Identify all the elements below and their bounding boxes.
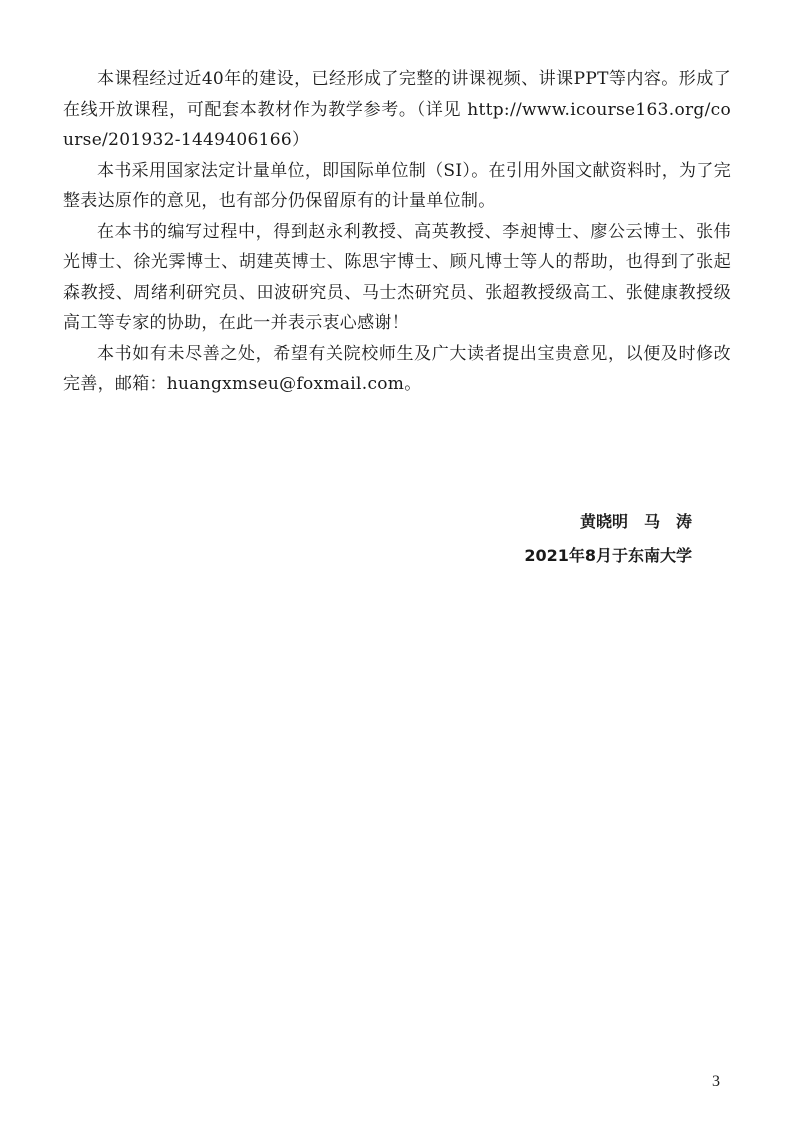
date-place: 2021年8月于东南大学 [524, 546, 692, 565]
paragraph-acknowledgements: 在本书的编写过程中，得到赵永利教授、高英教授、李昶博士、廖公云博士、张伟光博士、徐光霁博士、胡建英博士、陈思宇博士、顾凡博士等人的帮助，也得到了张起森教授、周绪利研究员、田波研究员、马士杰研究员、张超教授级高工、张健康教授级高工等专家的协助，在此一并表示衷心感谢！ [63, 221, 731, 333]
paragraph-feedback: 本书如有未尽善之处，希望有关院校师生及广大读者提出宝贵意见，以便及时修改完善，邮箱：huangxmseu@foxmail.com。 [63, 343, 731, 394]
paragraph-units: 本书采用国家法定计量单位，即国际单位制（SI）。在引用外国文献资料时，为了完整表达原作的意见，也有部分仍保留原有的计量单位制。 [63, 160, 731, 211]
preface-body [63, 64, 731, 400]
author-names: 黄晓明 马 涛 [579, 512, 692, 531]
signature-block [524, 505, 692, 573]
paragraph-course-resources: 本课程经过近40年的建设，已经形成了完整的讲课视频、讲课PPT等内容。形成了在线开放课程，可配套本教材作为教学参考。（详见 http://www.icourse163.org/course/201932-1449406166） [63, 69, 731, 150]
page-number: 3 [712, 1073, 720, 1090]
